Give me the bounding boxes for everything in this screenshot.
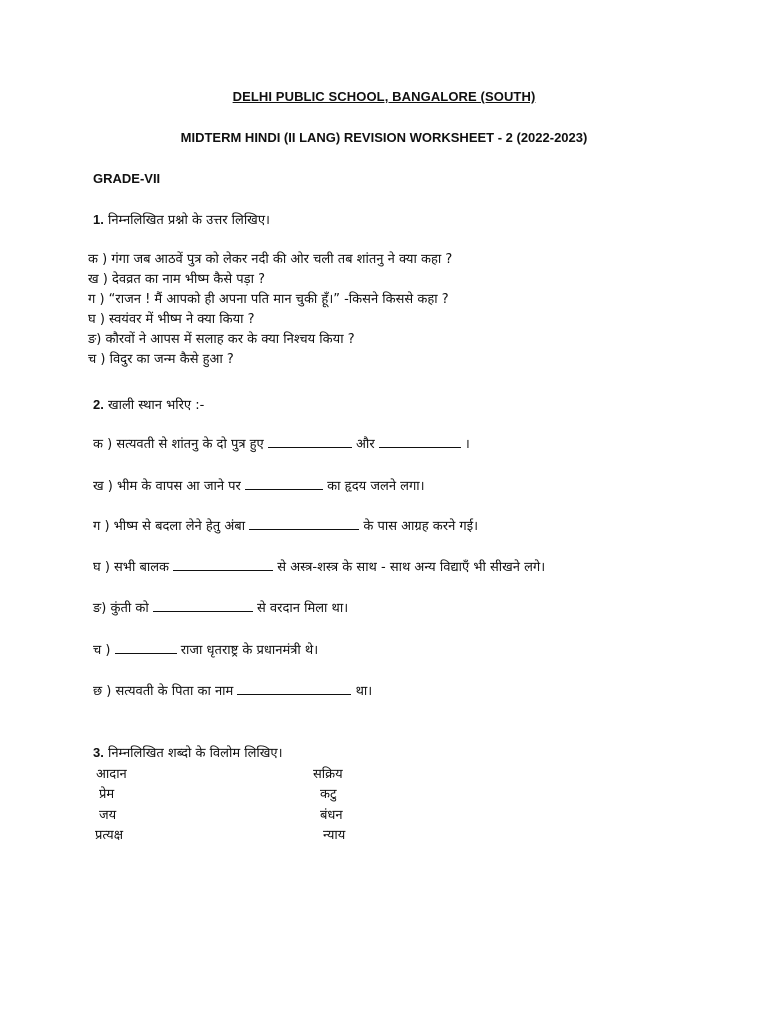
q1-question: ख ) देवव्रत का नाम भीष्म कैसे पड़ा ?: [88, 272, 266, 287]
answer-blank[interactable]: [268, 435, 352, 448]
fill-blank-item: च ) राजा धृतराष्ट्र के प्रधानमंत्री थे।: [93, 643, 319, 658]
answer-blank[interactable]: [153, 599, 253, 612]
answer-blank[interactable]: [245, 477, 323, 490]
q2-heading-text: खाली स्थान भरिए :-: [103, 398, 205, 413]
answer-blank[interactable]: [173, 558, 273, 571]
worksheet-title: MIDTERM HINDI (II LANG) REVISION WORKSHEET - 2 (2022-2023): [180, 130, 588, 145]
q3-heading: [93, 743, 283, 761]
q1-question: घ ) स्वयंवर में भीष्म ने क्या किया ?: [88, 312, 255, 327]
q1-heading: [93, 210, 270, 228]
q1-number: 1.: [93, 212, 104, 227]
q1-question: ङ) कौरवों ने आपस में सलाह कर के क्या निश्चय किया ?: [88, 332, 355, 347]
answer-blank[interactable]: [379, 435, 461, 448]
answer-blank[interactable]: [249, 517, 359, 530]
q1-heading-text: निम्नलिखित प्रश्नो के उत्तर लिखिए।: [103, 213, 270, 228]
antonym-word: न्याय: [323, 828, 346, 843]
school-title: DELHI PUBLIC SCHOOL, BANGALORE (SOUTH): [232, 89, 536, 104]
antonym-word: सक्रिय: [313, 767, 343, 782]
q3-heading-text: निम्नलिखित शब्दो के विलोम लिखिए।: [103, 746, 283, 761]
answer-blank[interactable]: [237, 682, 351, 695]
q1-question: क ) गंगा जब आठवें पुत्र को लेकर नदी की ओर चली तब शांतनु ने क्या कहा ?: [88, 252, 453, 267]
antonym-word: जय: [99, 808, 117, 823]
antonym-word: आदान: [96, 767, 127, 782]
q2-heading: [93, 395, 204, 413]
fill-blank-item: ग ) भीष्म से बदला लेने हेतु अंबा के पास आग्रह करने गई।: [93, 519, 479, 534]
q1-question-list: [88, 250, 452, 370]
fill-blank-item: क ) सत्यवती से शांतनु के दो पुत्र हुए और ।: [93, 437, 470, 452]
antonym-word: प्रत्यक्ष: [95, 828, 124, 843]
fill-blank-item: घ ) सभी बालक से अस्त्र-शस्त्र के साथ - साथ अन्य विद्याएँ भी सीखने लगे।: [93, 560, 546, 575]
q1-question: ग ) “राजन ! मैं आपको ही अपना पति मान चुकी हूँ।” -किसने किससे कहा ?: [88, 292, 449, 307]
q1-question: च ) विदुर का जन्म कैसे हुआ ?: [88, 352, 234, 367]
fill-blank-item: छ ) सत्यवती के पिता का नाम था।: [93, 684, 373, 699]
answer-blank[interactable]: [115, 641, 177, 654]
grade-label: GRADE-VII: [93, 171, 161, 186]
antonym-word: कटु: [320, 787, 337, 802]
q2-number: 2.: [93, 397, 104, 412]
antonym-word: प्रेम: [99, 787, 115, 802]
fill-blank-item: ङ) कुंती को से वरदान मिला था।: [93, 601, 349, 616]
q3-number: 3.: [93, 745, 104, 760]
fill-blank-item: ख ) भीम के वापस आ जाने पर का हृदय जलने लगा।: [93, 479, 425, 494]
antonym-word: बंधन: [320, 808, 343, 823]
